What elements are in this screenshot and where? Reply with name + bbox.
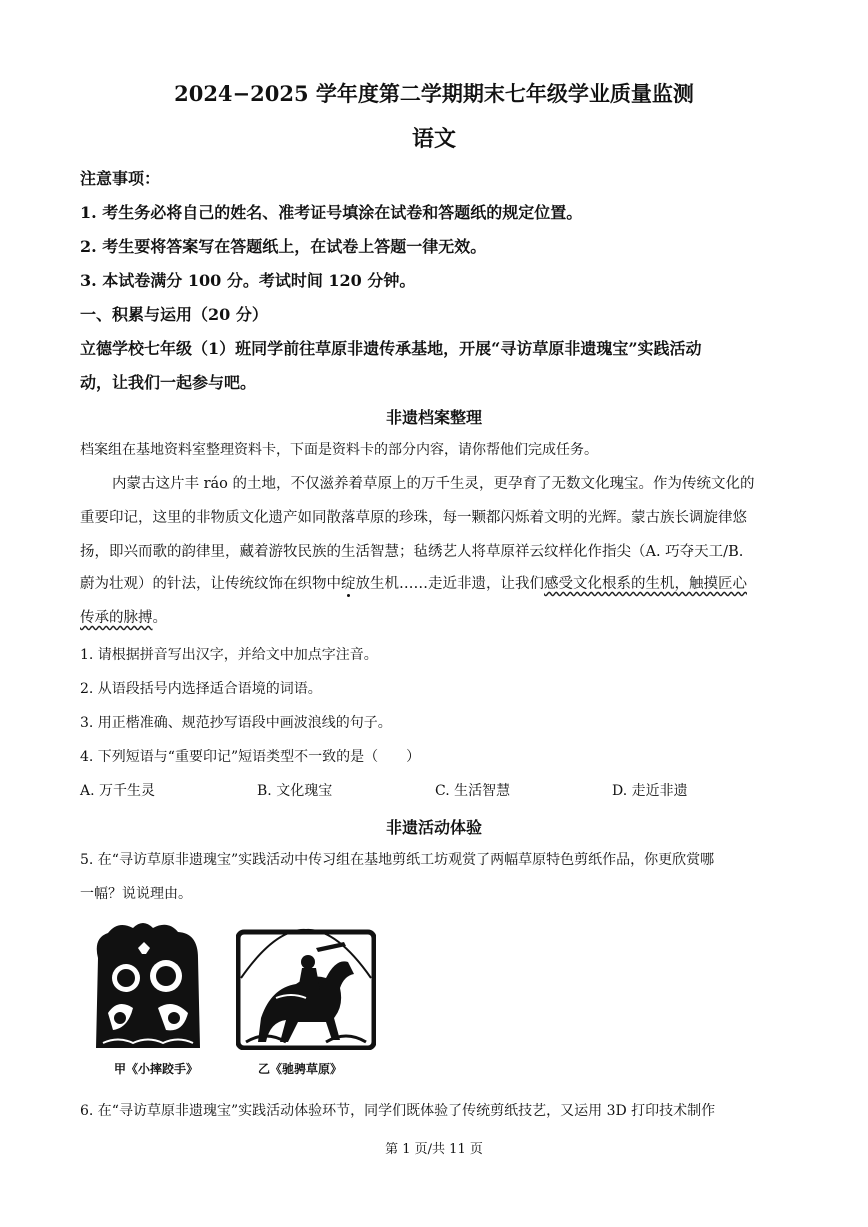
wavy-sentence: 传承的脉搏 — [80, 610, 153, 626]
wavy-sentence: 感受文化根系的生机，触摸匠心 — [544, 576, 747, 592]
question: 2. 从语段括号内选择适合语境的词语。 — [80, 681, 322, 697]
part-heading: 非遗活动体验 — [385, 818, 482, 837]
passage-line: 扬，即兴而歌的韵律里，藏着游牧民族的生活智慧；毡绣艺人将草原祥云纹样化作指尖（A. 巧夺天工/B. — [80, 544, 744, 560]
papercut-wrestler-image — [88, 918, 208, 1058]
passage-line — [80, 606, 167, 627]
notice-heading: 注意事项： — [80, 169, 161, 188]
question: 5. 在“寻访草原非遗瑰宝”实践活动中传习组在基地剪纸工坊观赏了两幅草原特色剪纸作品，你更欣赏哪 — [80, 852, 715, 868]
caption-a: 甲《小摔跤手》 — [114, 1062, 199, 1076]
subject-title: 语文 — [411, 126, 456, 152]
passage-text: 。 — [152, 610, 167, 626]
section-intro: 动，让我们一起参与吧。 — [80, 373, 257, 392]
question: 6. 在“寻访草原非遗瑰宝”实践活动体验环节，同学们既体验了传统剪纸技艺，又运用 3D 打印技术制作 — [80, 1103, 716, 1119]
option-c: C. 生活智慧 — [435, 783, 511, 799]
part-desc: 档案组在基地资料室整理资料卡，下面是资料卡的部分内容，请你帮他们完成任务。 — [80, 442, 598, 458]
question: 4. 下列短语与“重要印记”短语类型不一致的是（ ） — [80, 749, 421, 765]
exam-title: 2024−2025 学年度第二学期期末七年级学业质量监测 — [174, 81, 694, 106]
passage-text: 蔚为壮观）的针法，让传统纹饰在织物中 — [80, 576, 341, 592]
passage-line — [80, 572, 747, 593]
passage-text: 放生机……走近非遗，让我们 — [355, 576, 544, 592]
notice-item: 2. 考生要将答案写在答题纸上，在试卷上答题一律无效。 — [80, 237, 487, 256]
option-d: D. 走近非遗 — [612, 783, 688, 799]
part-heading: 非遗档案整理 — [385, 408, 482, 427]
passage-line: 内蒙古这片丰 ráo 的土地，不仅滋养着草原上的万千生灵，更孕育了无数文化瑰宝。作为传统文化的 — [112, 476, 755, 492]
notice-item: 1. 考生务必将自己的姓名、准考证号填涂在试卷和答题纸的规定位置。 — [80, 203, 583, 222]
notice-item: 3. 本试卷满分 100 分。考试时间 120 分钟。 — [80, 271, 416, 290]
section-intro: 立德学校七年级（1）班同学前往草原非遗传承基地，开展“寻访草原非遗瑰宝”实践活动 — [80, 339, 702, 358]
option-b: B. 文化瑰宝 — [257, 783, 333, 799]
papercut-horse-image — [236, 918, 376, 1050]
section-heading: 一、积累与运用（20 分） — [80, 305, 268, 324]
page-number: 第 1 页/共 11 页 — [385, 1142, 483, 1157]
passage-line: 重要印记，这里的非物质文化遗产如同散落草原的珍珠，每一颗都闪烁着文明的光辉。蒙古族长调旋律悠 — [80, 510, 747, 526]
dotted-char: 绽 — [341, 576, 356, 592]
question: 一幅？说说理由。 — [80, 886, 192, 902]
option-a: A. 万千生灵 — [80, 783, 156, 799]
caption-b: 乙《驰骋草原》 — [258, 1062, 343, 1076]
question: 1. 请根据拼音写出汉字，并给文中加点字注音。 — [80, 647, 378, 663]
question: 3. 用正楷准确、规范抄写语段中画波浪线的句子。 — [80, 715, 392, 731]
